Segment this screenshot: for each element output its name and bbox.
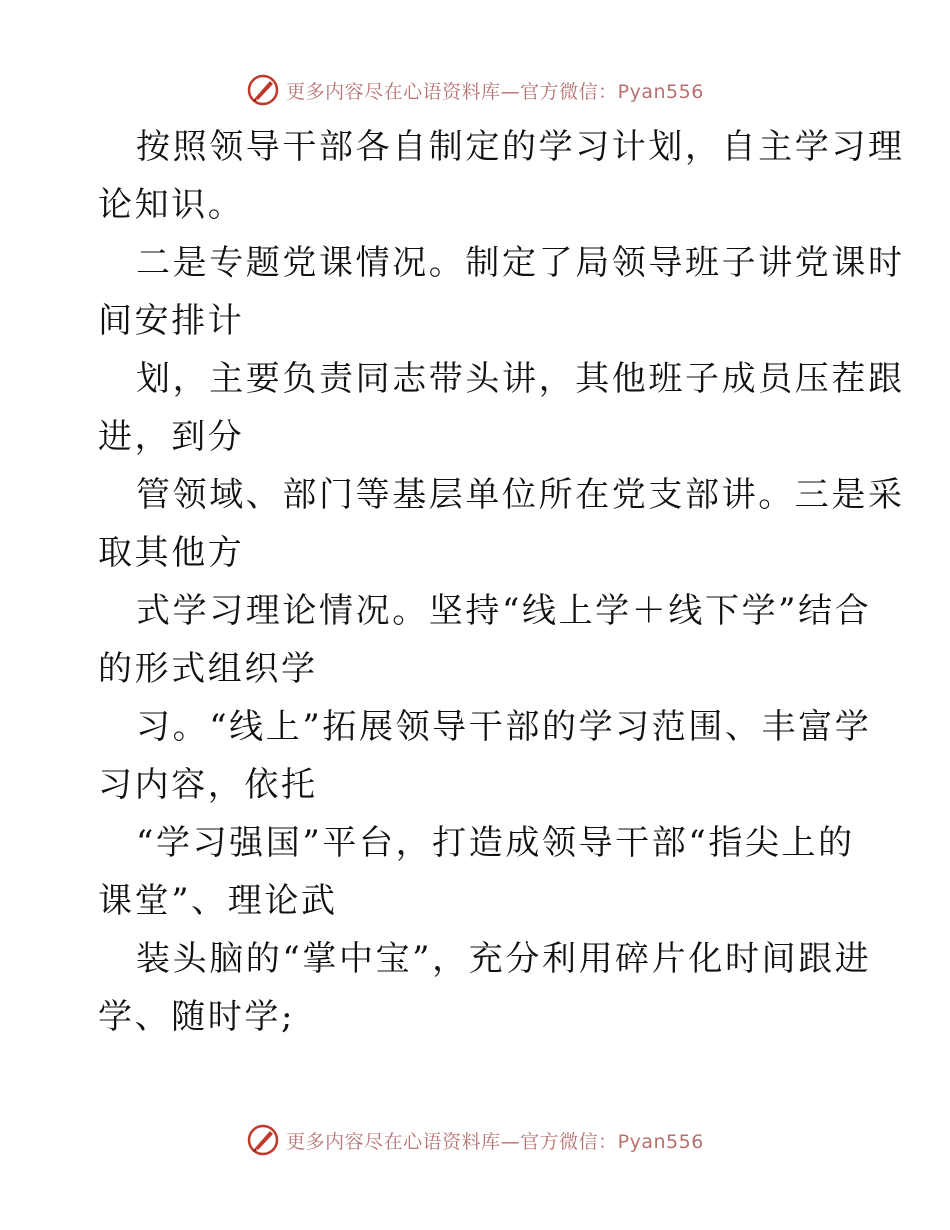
body-line: 式学习理论情况。坚持“线上学＋线下学”结合	[136, 591, 872, 631]
body-line: 论知识。	[98, 185, 245, 225]
body-line: 二是专题党课情况。制定了局领导班子讲党课时	[136, 243, 905, 283]
page-header-banner	[0, 70, 950, 110]
body-line: 划，主要负责同志带头讲，其他班子成员压茬跟	[136, 359, 905, 399]
body-line: 进，到分	[98, 417, 245, 457]
body-line: 管领域、部门等基层单位所在党支部讲。三是采	[136, 475, 905, 515]
body-line: 间安排计	[98, 301, 245, 341]
page-footer-banner	[0, 1120, 950, 1160]
document-body	[98, 118, 905, 1046]
body-line: 按照领导干部各自制定的学习计划，自主学习理	[136, 127, 905, 167]
body-line: “学习强国”平台，打造成领导干部“指尖上的	[136, 823, 855, 863]
body-line: 课堂”、理论武	[98, 881, 338, 921]
body-line: 习。“线上”拓展领导干部的学习范围、丰富学	[136, 707, 872, 747]
header-banner-text: 更多内容尽在心语资料库—官方微信：Pyan556	[286, 80, 704, 103]
body-line: 装头脑的“掌中宝”，充分利用碎片化时间跟进	[136, 939, 872, 979]
quill-logo-icon	[246, 1123, 280, 1157]
body-line: 学、随时学;	[98, 997, 296, 1037]
footer-banner-text: 更多内容尽在心语资料库—官方微信：Pyan556	[286, 1130, 704, 1153]
body-line: 取其他方	[98, 533, 245, 573]
body-line: 的形式组织学	[98, 649, 318, 689]
quill-logo-icon	[246, 73, 280, 107]
body-line: 习内容，依托	[98, 765, 318, 805]
